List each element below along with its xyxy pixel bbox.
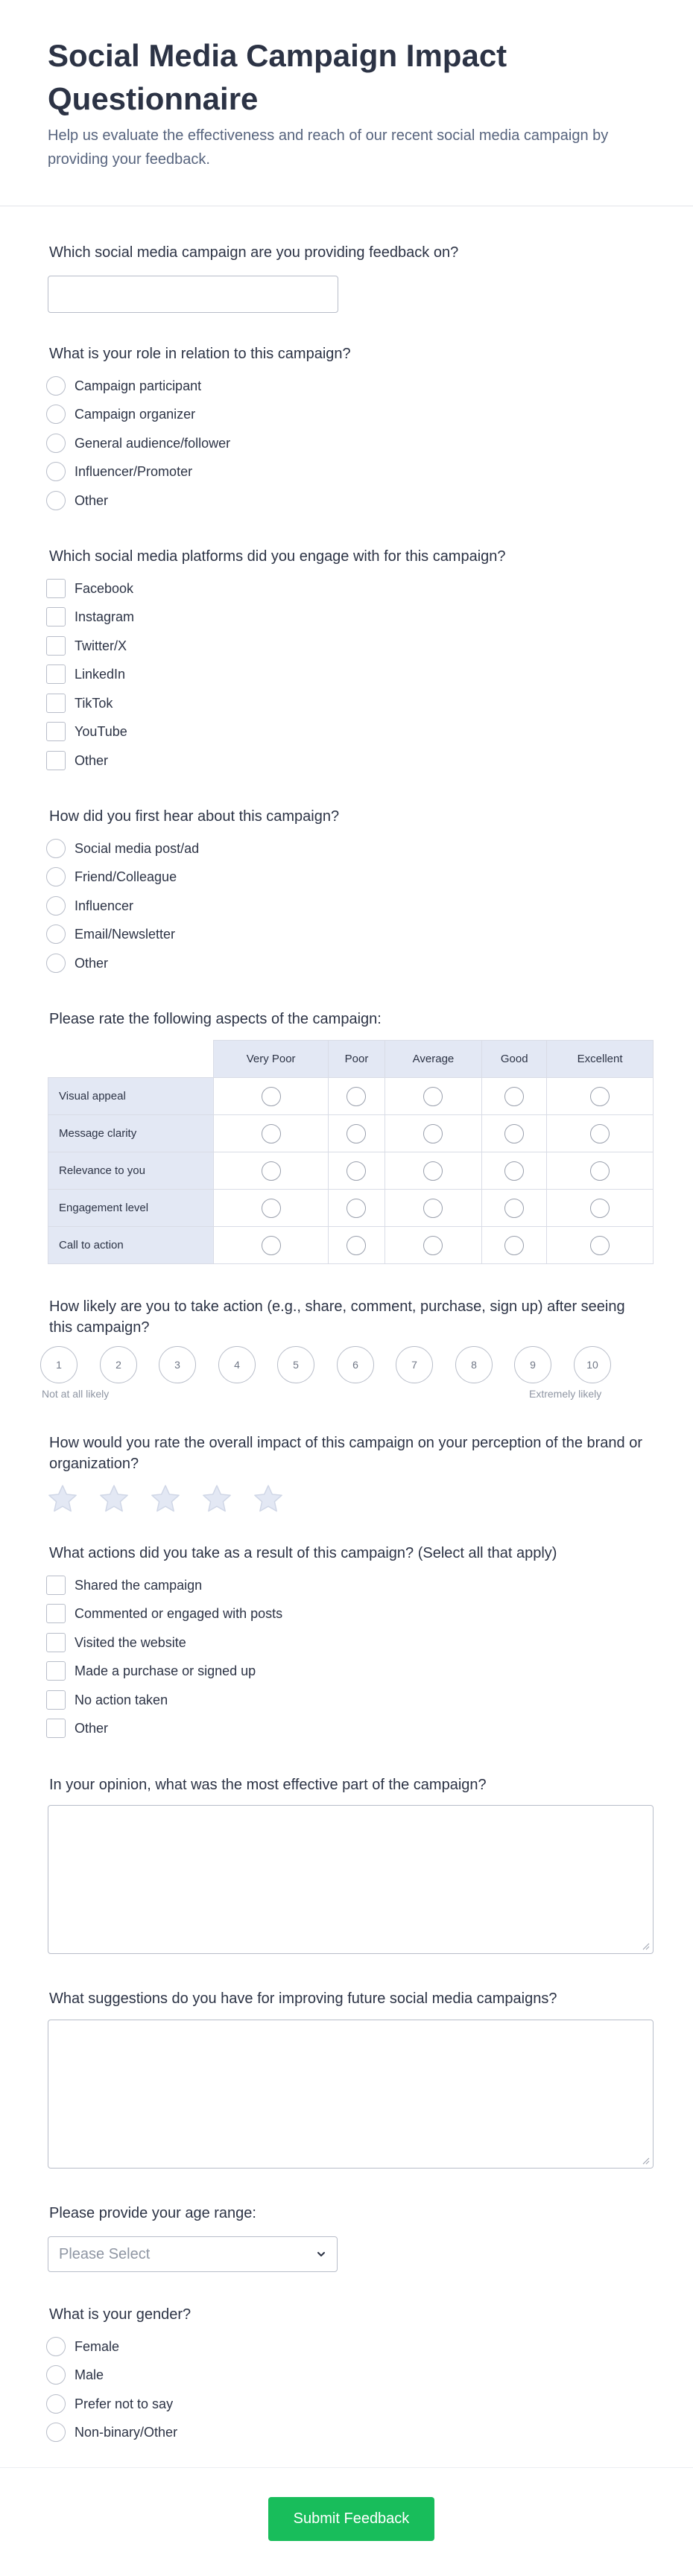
- radio-button[interactable]: [46, 491, 66, 510]
- checkbox[interactable]: [46, 1633, 66, 1652]
- matrix-column-header: Poor: [329, 1041, 385, 1078]
- platform-option[interactable]: [46, 635, 127, 657]
- form-title: Social Media Campaign Impact Questionnaire: [48, 38, 507, 116]
- radio-button[interactable]: [46, 2337, 66, 2356]
- matrix-radio[interactable]: [590, 1124, 610, 1143]
- gender-option[interactable]: [46, 2421, 177, 2443]
- role-option[interactable]: [46, 460, 192, 483]
- scale-option-6[interactable]: 6: [337, 1346, 374, 1383]
- matrix-radio[interactable]: [504, 1087, 524, 1106]
- matrix-radio[interactable]: [504, 1161, 524, 1181]
- star-icon[interactable]: [98, 1482, 130, 1515]
- discovery-option[interactable]: [46, 895, 133, 917]
- option-label: No action taken: [75, 1692, 168, 1707]
- matrix-radio[interactable]: [423, 1124, 443, 1143]
- platform-option[interactable]: [46, 720, 127, 743]
- matrix-radio[interactable]: [590, 1199, 610, 1218]
- question-impact-label: How would you rate the overall impact of this campaign on your perception of the brand or organization?: [49, 1435, 642, 1472]
- age-range-select[interactable]: [48, 2236, 338, 2272]
- question-campaign-label: Which social media campaign are you providing feedback on?: [49, 244, 459, 261]
- checkbox[interactable]: [46, 751, 66, 770]
- role-option[interactable]: [46, 403, 195, 425]
- scale-max-label: Extremely likely: [529, 1388, 602, 1400]
- select-placeholder: Please Select: [59, 2245, 151, 2262]
- scale-option-3[interactable]: 3: [159, 1346, 196, 1383]
- scale-option-1[interactable]: 1: [40, 1346, 77, 1383]
- action-option[interactable]: [46, 1574, 202, 1596]
- option-label: Twitter/X: [75, 638, 127, 653]
- matrix-radio[interactable]: [262, 1236, 281, 1255]
- question-role-label: What is your role in relation to this campaign?: [49, 346, 351, 362]
- option-label: Influencer/Promoter: [75, 463, 193, 479]
- checkbox[interactable]: [46, 1576, 66, 1595]
- role-option[interactable]: [46, 489, 108, 512]
- matrix-column-header: Very Poor: [214, 1041, 329, 1078]
- matrix-radio[interactable]: [590, 1161, 610, 1181]
- star-icon[interactable]: [46, 1482, 79, 1515]
- checkbox[interactable]: [46, 579, 66, 598]
- matrix-radio[interactable]: [262, 1199, 281, 1218]
- checkbox[interactable]: [46, 1719, 66, 1738]
- matrix-radio[interactable]: [346, 1087, 366, 1106]
- platform-option[interactable]: [46, 692, 113, 714]
- checkbox[interactable]: [46, 722, 66, 741]
- checkbox[interactable]: [46, 1604, 66, 1623]
- matrix-radio[interactable]: [590, 1236, 610, 1255]
- option-label: Social media post/ad: [75, 840, 200, 856]
- radio-button[interactable]: [46, 924, 66, 944]
- option-label: Other: [75, 752, 109, 768]
- checkbox[interactable]: [46, 607, 66, 626]
- matrix-radio[interactable]: [504, 1236, 524, 1255]
- scale-option-7[interactable]: 7: [396, 1346, 433, 1383]
- campaign-name-input[interactable]: [48, 276, 338, 313]
- matrix-radio[interactable]: [346, 1124, 366, 1143]
- option-label: Made a purchase or signed up: [75, 1663, 256, 1678]
- question-discovery-label: How did you first hear about this campaign?: [49, 808, 340, 825]
- radio-button[interactable]: [46, 2365, 66, 2385]
- question-platforms-label: Which social media platforms did you engage with for this campaign?: [49, 548, 506, 565]
- platform-option[interactable]: [46, 577, 133, 600]
- matrix-row: [48, 1152, 654, 1190]
- matrix-row-label: Relevance to you: [48, 1152, 214, 1190]
- action-option[interactable]: [46, 1717, 108, 1739]
- checkbox[interactable]: [46, 1690, 66, 1710]
- checkbox[interactable]: [46, 664, 66, 684]
- role-option[interactable]: [46, 375, 201, 397]
- discovery-option[interactable]: [46, 866, 177, 888]
- option-label: Male: [75, 2367, 104, 2382]
- scale-option-5[interactable]: 5: [277, 1346, 314, 1383]
- option-label: Other: [75, 1720, 109, 1736]
- action-option[interactable]: [46, 1660, 256, 1682]
- matrix-row-label: Engagement level: [48, 1190, 214, 1227]
- radio-button[interactable]: [46, 2423, 66, 2442]
- option-label: Friend/Colleague: [75, 869, 177, 884]
- matrix-corner: [48, 1041, 214, 1078]
- matrix-radio[interactable]: [346, 1199, 366, 1218]
- radio-button[interactable]: [46, 954, 66, 973]
- scale-option-8[interactable]: 8: [455, 1346, 493, 1383]
- radio-button[interactable]: [46, 376, 66, 396]
- matrix-radio[interactable]: [262, 1087, 281, 1106]
- question-likelihood-label: How likely are you to take action (e.g., share, comment, purchase, sign up) after seeing this campaign?: [49, 1298, 625, 1336]
- matrix-radio[interactable]: [590, 1087, 610, 1106]
- matrix-radio[interactable]: [423, 1087, 443, 1106]
- matrix-radio[interactable]: [346, 1236, 366, 1255]
- option-label: Facebook: [75, 580, 134, 596]
- discovery-option[interactable]: [46, 923, 175, 945]
- option-label: Influencer: [75, 898, 134, 913]
- matrix-row-label: Call to action: [48, 1227, 214, 1264]
- platform-option[interactable]: [46, 663, 125, 685]
- action-option[interactable]: [46, 1602, 282, 1625]
- form-header: [0, 0, 693, 206]
- matrix-radio[interactable]: [262, 1161, 281, 1181]
- checkbox[interactable]: [46, 694, 66, 713]
- matrix-column-header: Excellent: [547, 1041, 654, 1078]
- option-label: LinkedIn: [75, 666, 126, 682]
- discovery-option[interactable]: [46, 837, 199, 860]
- action-option[interactable]: [46, 1689, 168, 1711]
- effective-part-textarea[interactable]: [48, 1805, 654, 1954]
- chevron-down-icon: [316, 2249, 326, 2259]
- matrix-row: [48, 1078, 654, 1115]
- scale-option-2[interactable]: 2: [100, 1346, 137, 1383]
- scale-option-9[interactable]: 9: [514, 1346, 551, 1383]
- question-actions-label: What actions did you take as a result of this campaign? (Select all that apply): [49, 1545, 557, 1561]
- radio-button[interactable]: [46, 839, 66, 858]
- gender-option[interactable]: [46, 2364, 104, 2386]
- radio-button[interactable]: [46, 462, 66, 481]
- submit-button[interactable]: Submit Feedback: [268, 2497, 434, 2541]
- radio-button[interactable]: [46, 405, 66, 424]
- discovery-option[interactable]: [46, 952, 108, 974]
- matrix-row-label: Visual appeal: [48, 1078, 214, 1115]
- star-icon[interactable]: [252, 1482, 285, 1515]
- matrix-radio[interactable]: [423, 1199, 443, 1218]
- option-label: Female: [75, 2338, 120, 2354]
- scale-option-10[interactable]: 10: [574, 1346, 611, 1383]
- matrix-radio[interactable]: [262, 1124, 281, 1143]
- question-age-label: Please provide your age range:: [49, 2205, 256, 2221]
- matrix-radio[interactable]: [423, 1236, 443, 1255]
- gender-option[interactable]: [46, 2393, 173, 2415]
- radio-button[interactable]: [46, 867, 66, 886]
- gender-option[interactable]: [46, 2335, 119, 2358]
- option-label: Campaign organizer: [75, 406, 196, 422]
- radio-button[interactable]: [46, 896, 66, 916]
- question-suggestions-label: What suggestions do you have for improving future social media campaigns?: [49, 1990, 557, 2007]
- matrix-row-label: Message clarity: [48, 1115, 214, 1152]
- matrix-row: [48, 1190, 654, 1227]
- platform-option[interactable]: [46, 749, 108, 772]
- matrix-radio[interactable]: [346, 1161, 366, 1181]
- resize-grip-icon[interactable]: [641, 1941, 650, 1950]
- suggestions-textarea[interactable]: [48, 2020, 654, 2169]
- form-subtitle: Help us evaluate the effectiveness and reach of our recent social media campaign by providing your feedback.: [48, 127, 609, 168]
- option-label: Email/Newsletter: [75, 926, 176, 942]
- matrix-column-header: Good: [482, 1041, 547, 1078]
- star-icon[interactable]: [200, 1482, 233, 1515]
- star-icon[interactable]: [149, 1482, 182, 1515]
- option-label: Shared the campaign: [75, 1577, 203, 1593]
- checkbox[interactable]: [46, 636, 66, 656]
- matrix-row: [48, 1227, 654, 1264]
- option-label: TikTok: [75, 695, 113, 711]
- matrix-radio[interactable]: [504, 1124, 524, 1143]
- matrix-radio[interactable]: [504, 1199, 524, 1218]
- option-label: Visited the website: [75, 1634, 186, 1650]
- action-option[interactable]: [46, 1631, 186, 1654]
- option-label: Other: [75, 955, 109, 971]
- option-label: Campaign participant: [75, 378, 202, 393]
- option-label: General audience/follower: [75, 435, 231, 451]
- scale-min-label: Not at all likely: [42, 1388, 110, 1400]
- scale-option-4[interactable]: 4: [218, 1346, 256, 1383]
- option-label: Commented or engaged with posts: [75, 1605, 283, 1621]
- matrix-row: [48, 1115, 654, 1152]
- rating-matrix: [48, 1040, 654, 1264]
- role-option[interactable]: [46, 432, 230, 454]
- option-label: Prefer not to say: [75, 2396, 174, 2411]
- platform-option[interactable]: [46, 606, 134, 628]
- radio-button[interactable]: [46, 434, 66, 453]
- radio-button[interactable]: [46, 2394, 66, 2414]
- option-label: Non-binary/Other: [75, 2424, 178, 2440]
- question-gender-label: What is your gender?: [49, 2306, 192, 2323]
- option-label: Other: [75, 492, 109, 508]
- matrix-radio[interactable]: [423, 1161, 443, 1181]
- question-rating-matrix-label: Please rate the following aspects of the campaign:: [49, 1011, 382, 1027]
- matrix-column-header: Average: [385, 1041, 482, 1078]
- option-label: Instagram: [75, 609, 135, 624]
- resize-grip-icon[interactable]: [641, 2156, 650, 2165]
- checkbox[interactable]: [46, 1661, 66, 1681]
- question-effective-part-label: In your opinion, what was the most effective part of the campaign?: [49, 1777, 487, 1793]
- option-label: YouTube: [75, 723, 127, 739]
